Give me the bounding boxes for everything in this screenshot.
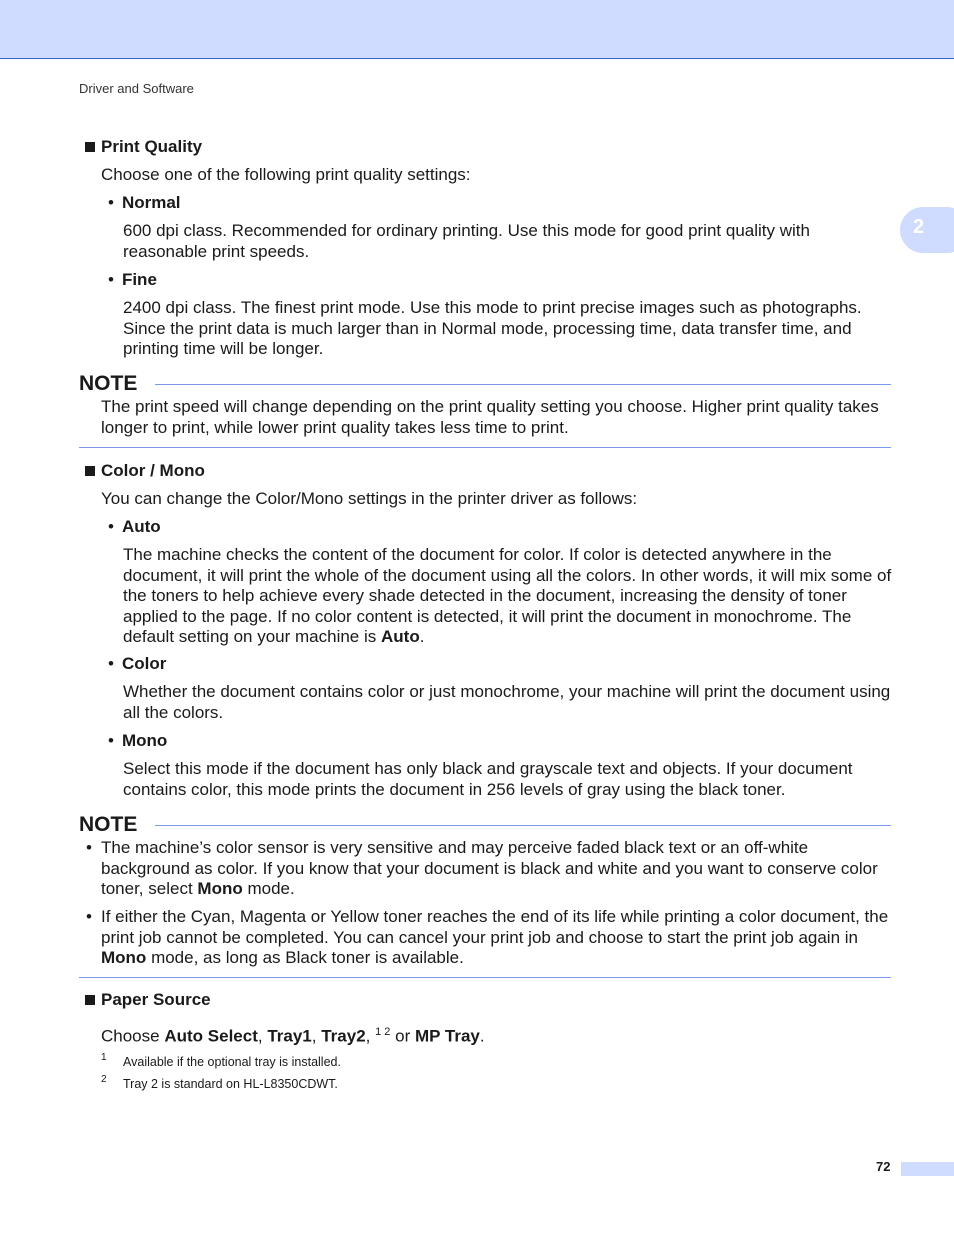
option-normal: • Normal <box>108 193 181 212</box>
note-end-rule <box>79 977 891 978</box>
footnote-number: 1 <box>101 1052 107 1063</box>
color-mono-intro: You can change the Color/Mono settings in the printer driver as follows: <box>101 489 638 508</box>
option-fine: • Fine <box>108 270 157 289</box>
note-rule <box>155 384 891 385</box>
section-heading-paper-source: Paper Source <box>85 990 211 1010</box>
option-auto-text: The machine checks the content of the document for color. If color is detected anywhere in the document, it will print the whole of the document using all the colors. In other words, it will mix some of the toners to help achieve every shade detected in the document, increasing the density of toner applied to the page. If no color content is detected, it will print the document in monochrome. The default setting on your machine is Auto. <box>123 545 892 646</box>
note-rule <box>155 825 891 826</box>
option-normal-text: 600 dpi class. Recommended for ordinary printing. Use this mode for good print quality with reasonable print speeds. <box>123 221 810 261</box>
header-band <box>0 0 954 59</box>
note-title: NOTE <box>79 372 138 395</box>
option-color-text: Whether the document contains color or just monochrome, your machine will print the document using all the colors. <box>123 682 891 722</box>
footnote-text: Available if the optional tray is installed. <box>123 1055 341 1069</box>
option-mono-text: Select this mode if the document has only black and grayscale text and objects. If your document contains color, this mode prints the document in 256 levels of gray using the black toner. <box>123 759 853 799</box>
footnote-number: 2 <box>101 1074 107 1085</box>
note-end-rule <box>79 447 891 448</box>
note-bullet-2: If either the Cyan, Magenta or Yellow toner reaches the end of its life while printing a color document, the print job cannot be completed. You can cancel your print job and choose to start the print job again in Mono mode, as long as Black toner is available. <box>101 907 889 967</box>
chapter-tab <box>900 207 954 253</box>
print-quality-intro: Choose one of the following print quality settings: <box>101 165 471 184</box>
option-mono: • Mono <box>108 731 168 750</box>
section-heading-print-quality: Print Quality <box>85 137 202 157</box>
footnote-text: Tray 2 is standard on HL-L8350CDWT. <box>123 1077 338 1091</box>
bullet-dot: • <box>86 838 92 857</box>
square-bullet-icon <box>85 466 95 476</box>
page-number-bar <box>901 1162 954 1176</box>
note-title: NOTE <box>79 813 138 836</box>
chapter-number: 2 <box>913 216 925 238</box>
option-fine-text: 2400 dpi class. The finest print mode. Use this mode to print precise images such as photographs. Since the print data is much larger than in Normal mode, processing time, data transfer time, and printing time will be longer. <box>123 298 862 358</box>
section-heading-color-mono: Color / Mono <box>85 461 205 481</box>
page-number: 72 <box>876 1159 891 1174</box>
note-bullet-1: The machine’s color sensor is very sensitive and may perceive faded black text or an off-white background as color. If you know that your document is black and white and you want to conserve color toner, select Mono mode. <box>101 838 878 898</box>
square-bullet-icon <box>85 995 95 1005</box>
square-bullet-icon <box>85 142 95 152</box>
paper-source-text: Choose Auto Select, Tray1, Tray2, $^{1 2}$ or MP Tray. <box>101 1026 485 1046</box>
note-text: The print speed will change depending on the print quality setting you choose. Higher print quality takes longer to print, while lower print quality takes less time to print. <box>101 397 879 437</box>
option-auto: • Auto <box>108 517 161 536</box>
option-color: • Color <box>108 654 167 673</box>
breadcrumb: Driver and Software <box>79 81 194 96</box>
bullet-dot: • <box>86 907 92 926</box>
